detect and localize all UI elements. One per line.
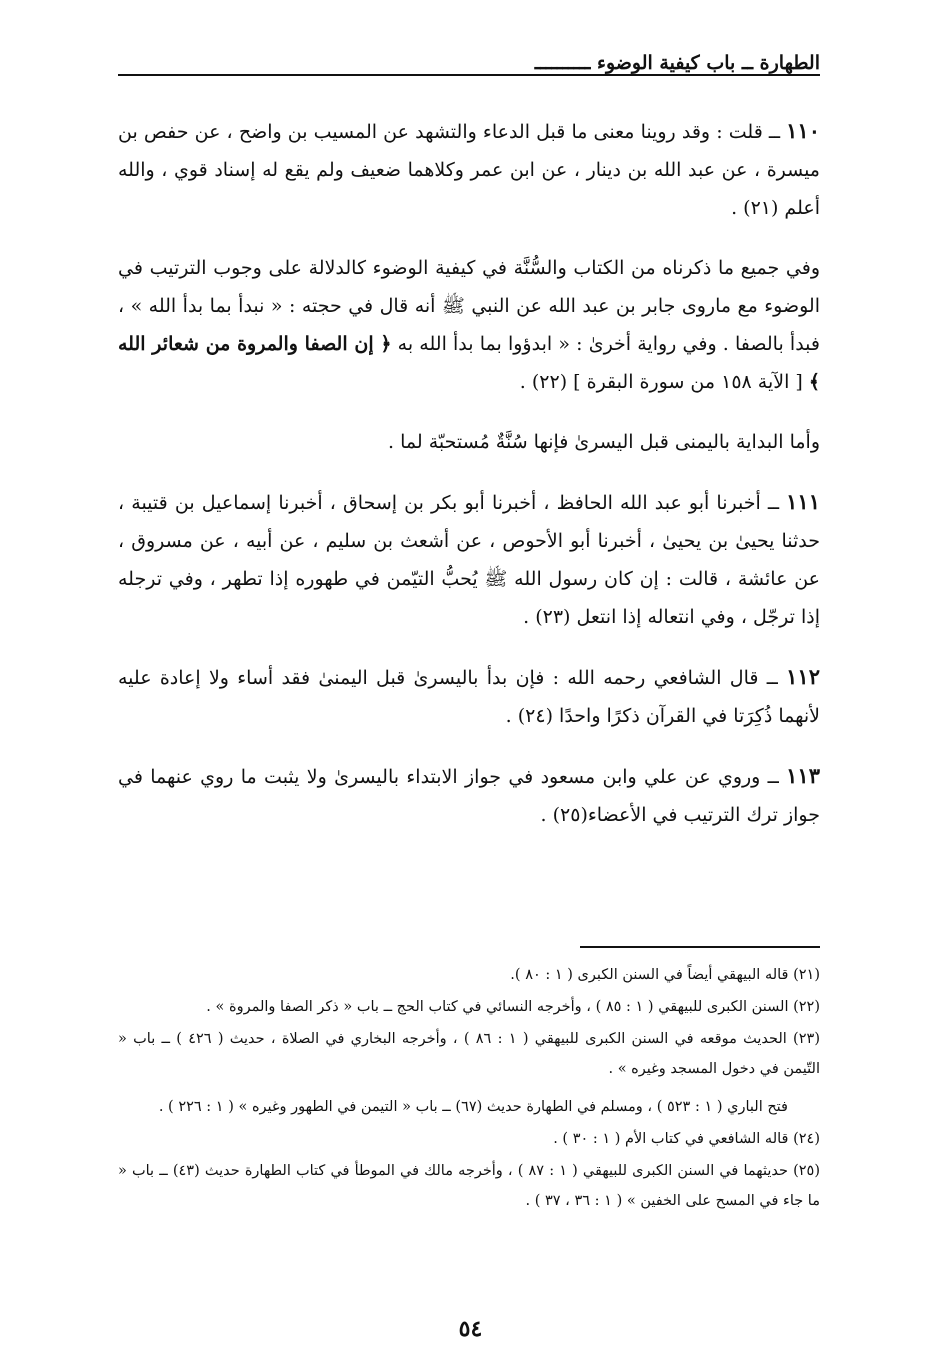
running-header — [118, 52, 820, 86]
paragraph-112 — [118, 658, 820, 735]
footnote-21: (٢١) قاله البيهقي أيضاً في السنن الكبرى ( ١ : ٨٠ ). — [510, 967, 820, 983]
paragraph-text: ــ قلت : وقد روينا معنى ما قبل الدعاء والتشهد عن المسيب بن واضح ، عن حفص بن ميسرة ، عن عبد الله بن دينار ، عن ابن عمر وكلاهما ضعيف ولم يقع له إسناد قوي ، والله أعلم (٢١) . — [118, 121, 820, 219]
paragraph-text: وفي جميع ما ذكرناه من الكتاب والسُّنَّة في كيفية الوضوء كالدلالة على وجوب الترتيب في الوضوء مع ماروى جابر بن عبد الله عن النبي ﷺ أنه قال في حجته : « نبدأ بما بدأ الله » ، فبدأ بالصفا . وفي رواية أخرىٰ : « ابدؤوا بما بدأ الله به — [118, 257, 820, 355]
paragraph-tartib — [118, 249, 820, 401]
footnote-23-continued: فتح الباري ( ١ : ٥٢٣ ) ، ومسلم في الطهارة حديث (٦٧) ــ باب « التيمن في الطهور وغيره » ( ١ : ٢٢٦ ) . — [158, 1099, 788, 1115]
footnote-rule — [580, 946, 820, 948]
paragraph-text: وأما البداية باليمنى قبل اليسرىٰ فإنها سُنَّةٌ مُستحبّة لما . — [388, 431, 820, 453]
hadith-number: ١١١ — [786, 489, 820, 514]
paragraph-110 — [118, 112, 820, 227]
paragraph-113 — [118, 757, 820, 834]
quran-verse: ﴿ إن الصفا والمروة من شعائر الله ﴾ — [118, 333, 820, 393]
verse-reference: [ الآية ١٥٨ من سورة البقرة ] (٢٢) . — [519, 371, 809, 393]
paragraph-text: ــ قال الشافعي رحمه الله : فإن بدأ باليسرىٰ قبل اليمنىٰ فقد أساء ولا إعادة عليه لأنهما ذُكِرَتا في القرآن ذكرًا واحدًا (٢٤) . — [118, 667, 820, 727]
header-rule — [118, 74, 820, 76]
paragraph-yumna — [118, 423, 820, 461]
footnotes — [118, 960, 820, 1218]
footnote-22: (٢٢) السنن الكبرى للبيهقي ( ١ : ٨٥ ) ، وأخرجه النسائي في كتاب الحج ــ باب « ذكر الصفا والمروة » . — [206, 999, 820, 1015]
main-text — [118, 112, 820, 856]
footnote-25: (٢٥) حديثهما في السنن الكبرى للبيهقي ( ١ : ٨٧ ) ، وأخرجه مالك في الموطأ في كتاب الطهارة حديث (٤٣) ــ باب « ما جاء في المسح على الخفين » ( ١ : ٣٦ ، ٣٧ ) . — [118, 1163, 820, 1209]
page-number: ٥٤ — [458, 1316, 483, 1342]
paragraph-text: ــ وروي عن علي وابن مسعود في جواز الابتداء باليسرىٰ ولا يثبت ما روي عنهما في جواز ترك الترتيب في الأعضاء(٢٥) . — [118, 766, 820, 826]
header-title: الطهارة ــ باب كيفية الوضوء ــــــــــ — [527, 52, 820, 74]
footnote-24: (٢٤) قاله الشافعي في كتاب الأم ( ١ : ٣٠ ) . — [553, 1131, 820, 1147]
hadith-number: ١١٠ — [786, 118, 820, 143]
hadith-number: ١١٢ — [786, 664, 820, 689]
hadith-number: ١١٣ — [786, 763, 820, 788]
footnote-23: (٢٣) الحديث موقعه في السنن الكبرى للبيهقي ( ١ : ٨٦ ) ، وأخرجه البخاري في الصلاة ، حديث ( ٤٢٦ ) ــ باب « التّيمن في دخول المسجد وغيره » . — [118, 1031, 820, 1077]
paragraph-111 — [118, 483, 820, 636]
paragraph-text: ــ أخبرنا أبو عبد الله الحافظ ، أخبرنا أبو بكر بن إسحاق ، أخبرنا إسماعيل بن قتيبة ، حدثنا يحيىٰ بن يحيىٰ ، أخبرنا أبو الأحوص ، عن أشعث بن سليم ، عن أبيه ، عن مسروق ، عن عائشة ، قالت : إن كان رسول الله ﷺ يُحبُّ التيّمن في طهوره إذا تطهر ، وفي ترجله إذا ترجّل ، وفي انتعاله إذا انتعل (٢٣) . — [118, 492, 820, 628]
